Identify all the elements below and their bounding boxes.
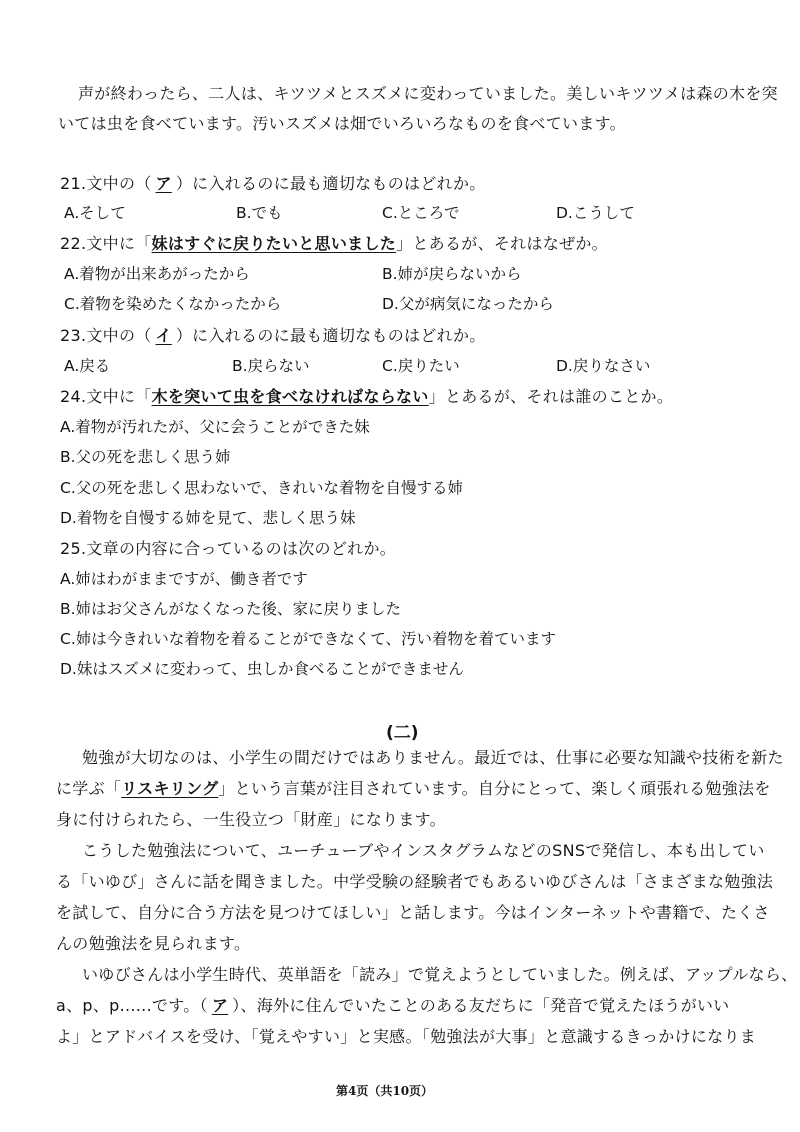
- s2-p2-line-3: を試して、自分に合う方法を見つけてほしい」と話します。今はインターネットや書籍で、たくさ: [56, 903, 770, 922]
- q24-option-b: B.父の死を悲しく思う姉: [60, 448, 231, 466]
- q24-suffix: 」とあるが、それは誰のことか。: [428, 387, 674, 406]
- reskilling-term: リスキリング: [121, 779, 219, 798]
- q23-option-b: B.戻らない: [232, 357, 310, 375]
- q21-suffix: ）に入れるのに最も適切なものはどれか。: [175, 174, 486, 193]
- q21-option-c: C.ところで: [382, 204, 460, 222]
- s2-p1-line-2-prefix: に学ぶ「: [56, 779, 122, 798]
- q25-option-c: C.姉は今きれいな着物を着ることができなくて、汚い着物を着ています: [60, 630, 556, 648]
- s2-p1-line-2: [56, 779, 771, 799]
- passage-line-2: いては虫を食べています。汚いスズメは畑でいろいろなものを食べています。: [58, 114, 626, 133]
- q22-option-b: B.姉が戻らないから: [382, 265, 522, 283]
- s2-p3-line-1: いゆびさんは小学生時代、英単語を「読み」で覚えようとしていました。例えば、アップルなら、: [82, 965, 798, 984]
- q21-prefix: 21.文中の（: [60, 174, 152, 193]
- s2-p3-line-2: [56, 996, 729, 1016]
- s2-p2-line-1: こうした勉強法について、ユーチューブやインスタグラムなどのSNSで発信し、本も出してい: [82, 841, 765, 860]
- page-footer: 第4页（共10页）: [336, 1084, 434, 1098]
- q23-option-a: A.戻る: [64, 357, 111, 375]
- q25-option-a: A.姉はわがままですが、働き者です: [60, 570, 308, 588]
- q23-blank: イ: [155, 326, 172, 345]
- s2-p3-line-2-suffix: ）、海外に住んでいたことのある友だちに「発音で覚えたほうがいい: [232, 996, 730, 1015]
- s2-p1-line-3: 身に付けられたら、一生役立つ「財産」になります。: [56, 810, 446, 829]
- q22-suffix: 」とあるが、それはなぜか。: [396, 234, 608, 253]
- q21-blank: ア: [155, 174, 172, 193]
- q24-emphasis: 木を突いて虫を食べなければならない: [151, 387, 429, 406]
- q22-option-c: C.着物を染めたくなかったから: [64, 295, 282, 313]
- q25-option-d: D.妹はスズメに変わって、虫しか食べることができません: [60, 660, 464, 678]
- s2-p1-line-1: 勉強が大切なのは、小学生の間だけではありません。最近では、仕事に必要な知識や技術を新た: [82, 748, 784, 767]
- q24-option-a: A.着物が汚れたが、父に会うことができた妹: [60, 418, 370, 436]
- q24-option-d: D.着物を自慢する姉を見て、悲しく思う妹: [60, 509, 356, 527]
- section-2-title: (二): [386, 723, 419, 743]
- s2-p3-line-3: よ」とアドバイスを受け、「覚えやすい」と実感。「勉強法が大事」と意識するきっかけになりま: [56, 1027, 757, 1046]
- q23-option-d: D.戻りなさい: [556, 357, 651, 375]
- q22-prefix: 22.文中に「: [60, 234, 152, 253]
- q21-option-b: B.でも: [236, 204, 283, 222]
- q25-option-b: B.姉はお父さんがなくなった後、家に戻りました: [60, 600, 402, 618]
- question-21: [60, 174, 486, 194]
- q23-suffix: ）に入れるのに最も適切なものはどれか。: [175, 326, 486, 345]
- question-24: [60, 387, 673, 407]
- question-22: [60, 234, 608, 254]
- q24-option-c: C.父の死を悲しく思わないで、きれいな着物を自慢する姉: [60, 479, 463, 497]
- s2-p3-line-2-prefix: a、p、p......です。（: [56, 996, 208, 1015]
- s2-p2-line-2: る「いゆび」さんに話を聞きました。中学受験の経験者でもあるいゆびさんは「さまざまな勉強法: [56, 872, 774, 891]
- passage-line-1: 声が終わったら、二人は、キツツメとスズメに変わっていました。美しいキツツメは森の木を突: [78, 84, 778, 103]
- s2-blank-a: ア: [211, 996, 229, 1015]
- q24-prefix: 24.文中に「: [60, 387, 152, 406]
- q23-option-c: C.戻りたい: [382, 357, 460, 375]
- question-25: 25.文章の内容に合っているのは次のどれか。: [60, 539, 397, 558]
- q22-emphasis: 妹はすぐに戻りたいと思いました: [151, 234, 397, 253]
- q21-option-a: A.そして: [64, 204, 126, 222]
- question-23: [60, 326, 486, 346]
- q21-option-d: D.こうして: [556, 204, 635, 222]
- q22-option-d: D.父が病気になったから: [382, 295, 554, 313]
- q22-option-a: A.着物が出来あがったから: [64, 265, 250, 283]
- s2-p1-line-2-suffix: 」という言葉が注目されています。自分にとって、楽しく頑張れる勉強法を: [218, 779, 771, 798]
- q23-prefix: 23.文中の（: [60, 326, 152, 345]
- s2-p2-line-4: んの勉強法を見られます。: [56, 934, 251, 953]
